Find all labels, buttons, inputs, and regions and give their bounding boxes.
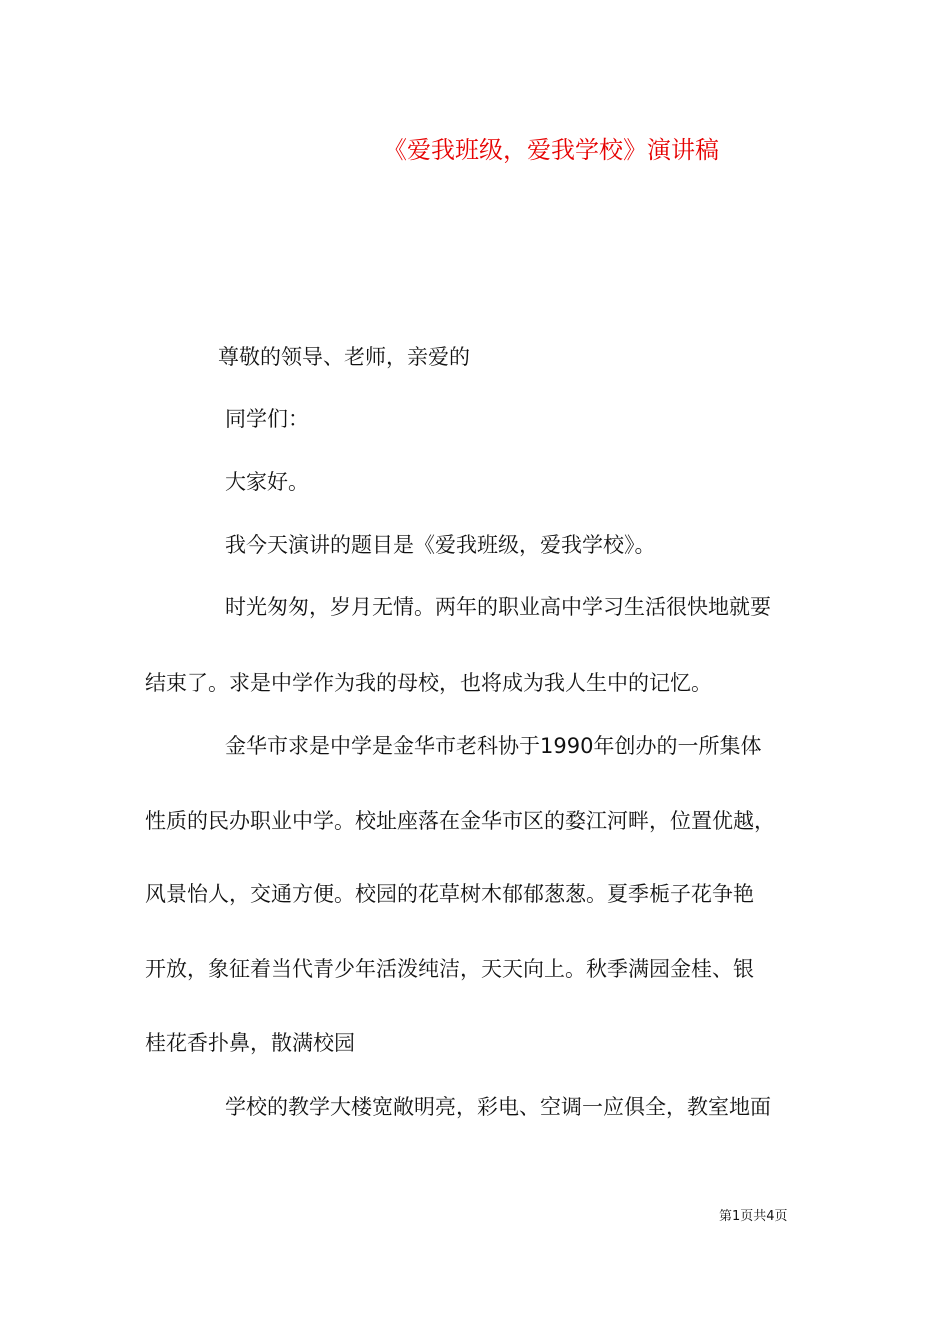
page-title: 《爱我班级，爱我学校》演讲稿 — [383, 136, 719, 164]
greeting-line-2: 同学们： — [225, 407, 309, 431]
paragraph-line: 风景怡人，交通方便。校园的花草树木郁郁葱葱。夏季栀子花争艳 — [145, 882, 754, 906]
salutation-line: 大家好。 — [225, 470, 309, 494]
paragraph-line: 性质的民办职业中学。校址座落在金华市区的婺江河畔，位置优越， — [145, 809, 775, 833]
paragraph-line: 结束了。求是中学作为我的母校，也将成为我人生中的记忆。 — [145, 671, 712, 695]
page-number-footer: 第1页共4页 — [719, 1209, 788, 1224]
paragraph-line: 金华市求是中学是金华市老科协于1990年创办的一所集体 — [225, 734, 762, 758]
paragraph-line: 时光匆匆，岁月无情。两年的职业高中学习生活很快地就要 — [225, 595, 771, 619]
paragraph-line: 学校的教学大楼宽敞明亮，彩电、空调一应俱全，教室地面 — [225, 1095, 771, 1119]
topic-line: 我今天演讲的题目是《爱我班级，爱我学校》。 — [225, 533, 656, 557]
paragraph-line: 桂花香扑鼻，散满校园 — [145, 1031, 355, 1055]
paragraph-line: 开放，象征着当代青少年活泼纯洁，天天向上。秋季满园金桂、银 — [145, 957, 754, 981]
greeting-line-1: 尊敬的领导、老师，亲爱的 — [218, 345, 470, 369]
